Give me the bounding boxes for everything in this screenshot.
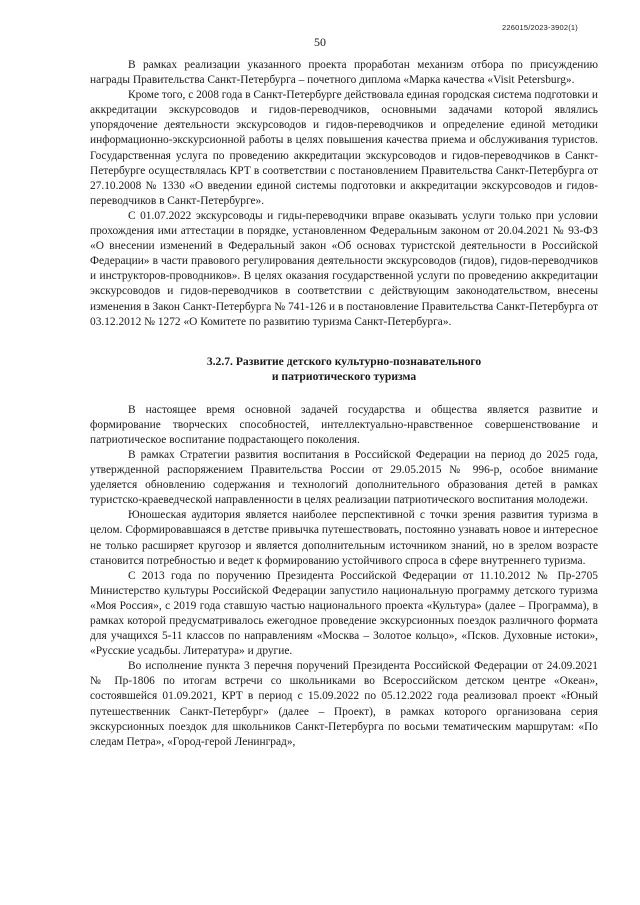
paragraph: С 01.07.2022 экскурсоводы и гиды-переводчики вправе оказывать услуги только при условии прохождения ими аттестации в порядке, установленном Федеральным законом от 20.04.2021 № 93-ФЗ «О внесении изменений в Федеральный закон «Об основах туристской деятельности в Российской Федерации» в части правового регулирования деятельности экскурсоводов (гидов), гидов-переводчиков и инструкторов-проводников». В целях оказания государственной услуги по проведению аккредитации экскурсоводов и гидов-переводчиков в соответствии с действующим законодательством, внесены изменения в Закон Санкт-Петербурга № 741-126 и в постановление Правительства Санкт-Петербурга от 03.12.2012 № 1272 «О Комитете по развитию туризма Санкт-Петербурга». — [90, 209, 598, 328]
section-heading — [90, 354, 598, 384]
document-id: 226015/2023-3902(1) — [502, 23, 578, 32]
section-heading-line: и патриотического туризма — [271, 369, 417, 383]
paragraph: Кроме того, с 2008 года в Санкт-Петербурге действовала единая городская система подготовки и аккредитации экскурсоводов и гидов-переводчиков, основными задачами которой являлись упорядочение деятельности экскурсоводов и гидов-переводчиков и определение единой методики информационно-экскурсионной работы в целях повышения качества приема и обслуживания туристов. Государственная услуга по проведению аккредитации экскурсоводов и гидов-переводчиков в Санкт-Петербурге осуществлялась КРТ в соответствии с постановлением Правительства Санкт-Петербурга от 27.10.2008 № 1330 «О введении единой системы подготовки и аккредитации экскурсоводов и гидов-переводчиков в Санкт-Петербурге». — [90, 89, 598, 207]
paragraph: В настоящее время основной задачей государства и общества является развитие и формирование творческих способностей, интеллектуально-нравственное совершенствование и патриотическое воспитание подрастающего поколения. — [90, 403, 598, 446]
paragraph: С 2013 года по поручению Президента Российской Федерации от 11.10.2012 № Пр-2705 Министерство культуры Российской Федерации запустило национальную программу детского туризма «Моя Россия», с 2019 года ставшую частью национального проекта «Культура» (далее – Программа), в рамках которой предусматривалось ежегодное проведение экскурсионных поездок различного формата для учащихся 5-11 классов по направлениям «Москва – Золотое кольцо», «Псков. Духовные истоки», «Русские усадьбы. Литература» и другие. — [90, 569, 598, 658]
section-heading-line: 3.2.7. Развитие детского культурно-познавательного — [206, 354, 482, 368]
document-body — [90, 58, 598, 750]
paragraph: Юношеская аудитория является наиболее перспективной с точки зрения развития туризма в целом. Сформировавшаяся в детстве привычка путешествовать, постоянно узнавать новое и интересное не только расширяет кругозор и является дополнительным источником знаний, но в зрелом возрасте становится потребностью и ведет к формированию устойчивого спроса в сфере внутреннего туризма. — [90, 509, 598, 567]
paragraph: В рамках реализации указанного проекта проработан механизм отбора по присуждению награды Правительства Санкт-Петербурга – почетного диплома «Марка качества «Visit Petersburg». — [90, 59, 598, 87]
paragraph: В рамках Стратегии развития воспитания в Российской Федерации на период до 2025 года, утвержденной распоряжением Правительства России от 29.05.2015 № 996-р, особое внимание уделяется обновлению содержания и технологий дополнительного образования детей в рамках туристско-краеведческой направленности в целях реализации патриотического воспитания молодежи. — [90, 448, 598, 507]
paragraph: Во исполнение пункта 3 перечня поручений Президента Российской Федерации от 24.09.2021 № Пр-1806 по итогам встречи со школьниками во Всероссийском детском центре «Океан», состоявшейся 01.09.2021, КРТ в период с 15.09.2022 по 05.12.2022 года реализовал проект «Юный путешественник Санкт-Петербург» (далее – Проект), в рамках которого организована серия экскурсионных поездок для школьников Санкт-Петербурга по восьми тематическим маршрутам: «По следам Петра», «Город-герой Ленинград», — [90, 660, 598, 748]
page-number: 50 — [314, 35, 326, 49]
